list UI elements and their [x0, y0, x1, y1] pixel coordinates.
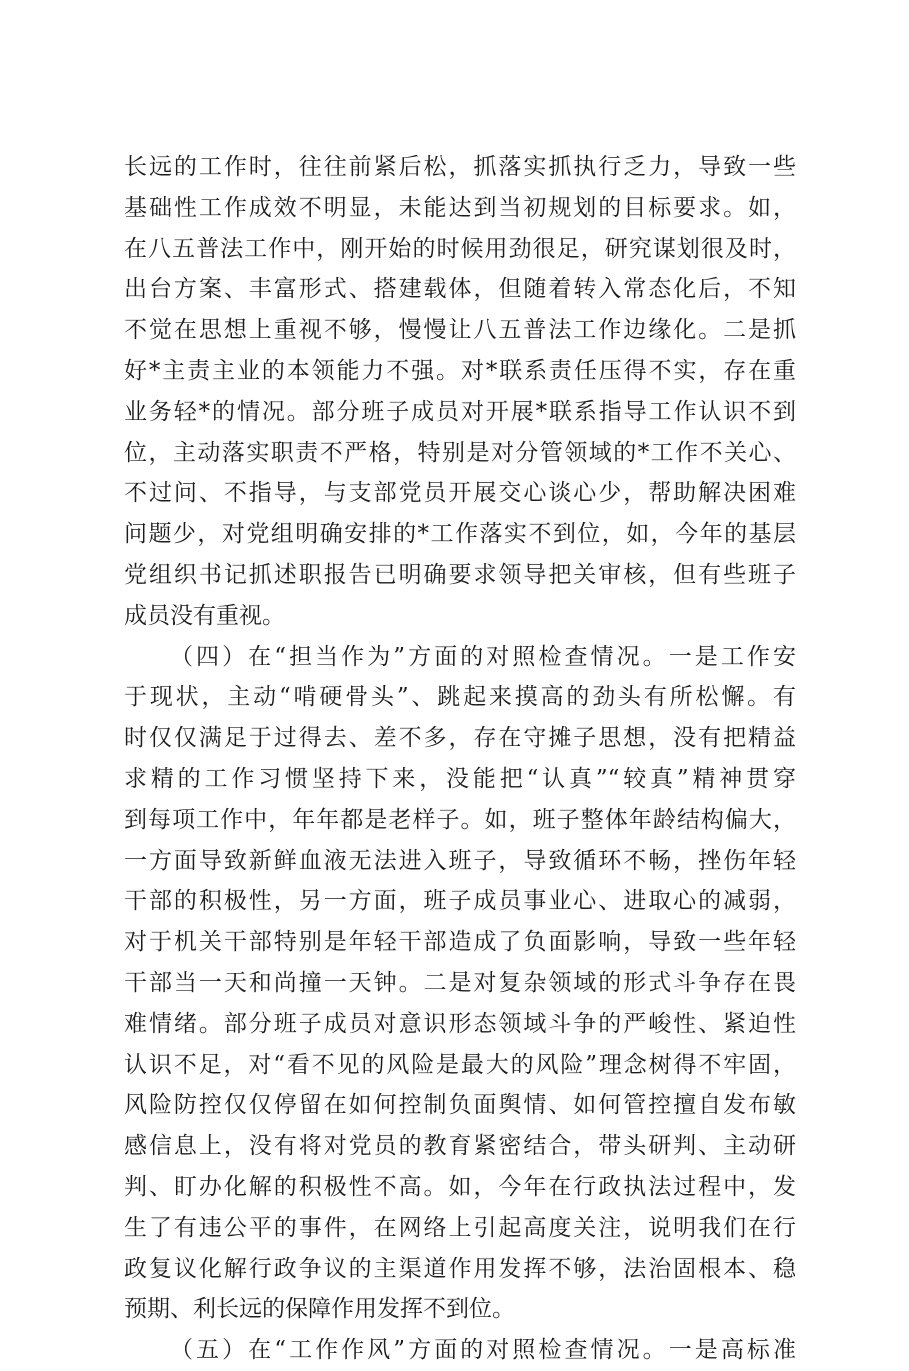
text-line: 党组织书记抓述职报告已明确要求领导把关审核，但有些班子 — [124, 561, 796, 588]
text-line: 时仅仅满足于过得去、差不多，存在守摊子思想，没有把精益 — [124, 725, 796, 752]
text-line: 在八五普法工作中，刚开始的时候用劲很足，研究谋划很及时， — [124, 235, 796, 262]
text-line: 求精的工作习惯坚持下来，没能把“认真”“较真”精神贯穿 — [124, 765, 796, 792]
text-line: 一方面导致新鲜血液无法进入班子，导致循环不畅，挫伤年轻 — [124, 847, 796, 874]
text-line: 不过问、不指导，与支部党员开展交心谈心少，帮助解决困难 — [124, 480, 796, 507]
text-line: 认识不足，对“看不见的风险是最大的风险”理念树得不牢固， — [124, 1051, 796, 1078]
text-line: 生了有违公平的事件，在网络上引起高度关注，说明我们在行 — [124, 1214, 796, 1241]
text-line: 预期、利长远的保障作用发挥不到位。 — [124, 1296, 515, 1323]
text-line: 感信息上，没有将对党员的教育紧密结合，带头研判、主动研 — [124, 1133, 796, 1160]
text-line: 政复议化解行政争议的主渠道作用发挥不够，法治固根本、稳 — [124, 1255, 796, 1282]
document-body — [124, 147, 796, 1371]
text-line: 到每项工作中，年年都是老样子。如，班子整体年龄结构偏大， — [124, 806, 796, 833]
section-heading-line: （五）在“工作作风”方面的对照检查情况。一是高标准 — [170, 1337, 796, 1364]
section-heading-line: （四）在“担当作为”方面的对照检查情况。一是工作安 — [170, 643, 796, 670]
text-line: 干部当一天和尚撞一天钟。二是对复杂领域的形式斗争存在畏 — [124, 969, 796, 996]
text-line: 基础性工作成效不明显，未能达到当初规划的目标要求。如， — [124, 194, 796, 221]
text-line: 长远的工作时，往往前紧后松，抓落实抓执行乏力，导致一些 — [124, 154, 796, 180]
text-line: 好*主责主业的本领能力不强。对*联系责任压得不实，存在重 — [124, 357, 796, 384]
text-line: 位，主动落实职责不严格，特别是对分管领域的*工作不关心、 — [124, 439, 796, 466]
text-line: 对于机关干部特别是年轻干部造成了负面影响，导致一些年轻 — [124, 929, 796, 956]
text-line: 干部的积极性，另一方面，班子成员事业心、进取心的减弱， — [124, 888, 796, 915]
text-line: 判、盯办化解的积极性不高。如，今年在行政执法过程中，发 — [124, 1173, 796, 1200]
text-line: 风险防控仅仅停留在如何控制负面舆情、如何管控擅自发布敏 — [124, 1092, 796, 1119]
text-line: 不觉在思想上重视不够，慢慢让八五普法工作边缘化。二是抓 — [124, 317, 796, 344]
text-line: 成员没有重视。 — [124, 602, 285, 629]
text-line: 难情绪。部分班子成员对意识形态领域斗争的严峻性、紧迫性 — [124, 1010, 796, 1037]
text-line: 出台方案、丰富形式、搭建载体，但随着转入常态化后，不知 — [124, 276, 796, 303]
text-line: 业务轻*的情况。部分班子成员对开展*联系指导工作认识不到 — [124, 398, 796, 425]
text-line: 问题少，对党组明确安排的*工作落实不到位，如，今年的基层 — [124, 521, 796, 548]
text-line: 于现状，主动“啃硬骨头”、跳起来摸高的劲头有所松懈。有 — [124, 684, 796, 711]
